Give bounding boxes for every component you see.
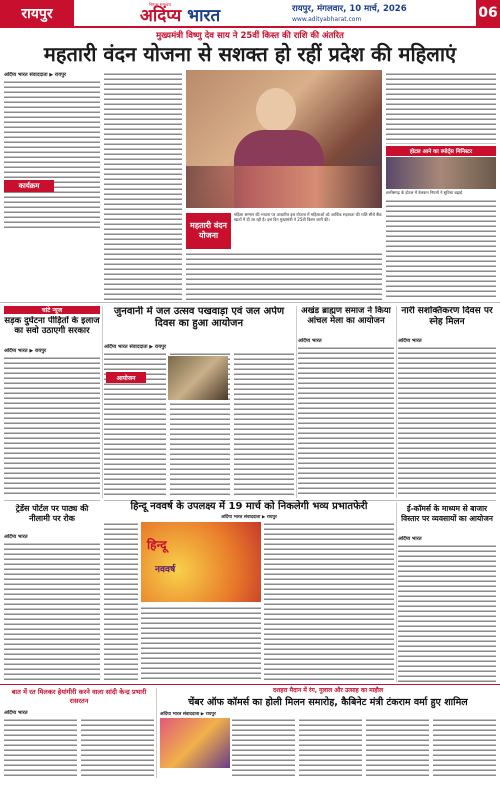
jal-utsav-tag: आयोजन (106, 372, 146, 383)
lead-kicker: मुख्यमंत्री विष्णु देव साय ने 25वीं किस्त की राशि की अंतरित (156, 31, 344, 41)
lead-headline: महतारी वंदन योजना से सशक्त हो रहीं प्रदेश की महिलाएं (43, 42, 457, 66)
right-top-photo (386, 157, 496, 189)
right-top-text-2 (386, 199, 496, 299)
jal-utsav-headline: जुनवानी में जल उत्सव पखवाड़ा एवं जल अर्पण दिवस का हुआ आयोजन (113, 306, 285, 329)
right-top-caption: छत्तीसगढ़ के होटल में वेलकम नियमों ने सुविधा बढ़ाई (386, 190, 462, 195)
lead-body-2 (104, 72, 182, 300)
ecommerce-headline: ई-कॉमर्स के माध्यम से बाजार विस्तार पर व्यवसायों का आयोजन (401, 504, 493, 523)
navvarsh-banner-title: हिन्दू (147, 538, 167, 552)
lead-byline: अदिंप्य भारत संवाददाता ▶ रायपुर (4, 72, 67, 78)
website-link[interactable]: www.adityabharat.com (292, 16, 362, 23)
navvarsh-banner-sub: नववर्ष (155, 565, 176, 575)
city-label: रायपुर (0, 0, 74, 26)
portal-headline: ट्रेडेंस पोर्टल पर पाठ्य की नीलामी पर रोक (15, 504, 89, 523)
holi-body (232, 718, 496, 778)
right-top-banner: होटल आने का स्पोर्ट्स मिनिस्टर (386, 146, 496, 156)
holi-photo (160, 718, 230, 768)
header-rule (0, 26, 500, 28)
holi-headline: चेंबर ऑफ कॉमर्स का होली मिलन समारोह, कैबिनेट मंत्री टंकराम वर्मा हुए शामिल (188, 697, 468, 708)
brahman-samaj-headline: अखंड ब्राह्मण समाज ने किया आंचल मेला का आयोजन (301, 306, 391, 326)
jal-utsav-photo (168, 356, 228, 400)
ecommerce-body: अदिंप्य भारत (398, 536, 496, 682)
navvarsh-byline: अदिंप्य भारत संवाददाता ▶ रायपुर (221, 515, 277, 520)
section-label-chante: चांटे न्यूज (4, 306, 100, 314)
right-top-text (386, 72, 496, 144)
logo-tagline: निष्पक्ष समाचार (148, 1, 172, 7)
lead-body-1 (4, 80, 100, 230)
page-number: 06 (476, 0, 500, 26)
lead-photo (186, 70, 382, 208)
date-block (286, 3, 476, 23)
bottom-left-kicker: बात में रत मिलकर हेयांगीरी करने वाला सांदी केन्द्र प्रभारी रासरतन (11, 688, 147, 705)
lead-body-3 (186, 252, 382, 300)
holi-byline: अदिंप्य भारत संवाददाता ▶ रायपुर (160, 712, 216, 717)
lead-photo-caption: महिला सम्मान की भावना पर आधारित इस योजना में महिलाओं को आर्थिक सहायता की राशि सीधे बैंक खातों में दी जा रही है। इस दिन मुख्यमंत्री ने 25वीं किस्त जारी की। (234, 212, 382, 223)
jal-utsav-body: अदिंप्य भारत संवाददाता ▶ रायपुर (104, 344, 294, 498)
masthead (0, 0, 500, 26)
nari-divas-body: अदिंप्य भारत (398, 338, 496, 498)
section-divider-1 (0, 302, 500, 303)
bottom-left-body: अदिंप्य भारत (4, 710, 154, 778)
logo-name: अदिंप्य भारत (139, 5, 221, 26)
portal-body: अदिंप्य भारत (4, 534, 100, 682)
brahman-samaj-body: अदिंप्य भारत (298, 338, 394, 498)
navvarsh-banner (141, 522, 261, 602)
road-accident-body: अदिंप्य भारत ▶ रायपुर (4, 348, 100, 498)
issue-date: रायपुर, मंगलवार, 10 मार्च, 2026 (292, 4, 407, 14)
road-accident-headline: सड़क दुर्घटना पीड़ितों के इलाज का सवो उठाएगी सरकार (4, 316, 100, 336)
holi-kicker: दशहरा मैदान में रंग, गुलाल और उत्साह का माहौल (272, 687, 384, 694)
navvarsh-headline: हिन्दू नववर्ष के उपलक्ष्य में 19 मार्च को निकलेगी भव्य प्रभातफेरी (130, 501, 368, 512)
lead-col-2 (104, 72, 182, 300)
lead-badge: महतारी वंदन योजना (186, 213, 231, 249)
lead-col-1 (4, 72, 100, 232)
right-top-body (386, 72, 496, 144)
newspaper-logo (74, 2, 286, 25)
nari-divas-headline: नारी सशक्तिकरण दिवस पर स्नेह मिलन (401, 306, 493, 327)
lead-col-3 (186, 252, 382, 300)
lead-side-tag: कार्यक्रम (4, 180, 54, 192)
